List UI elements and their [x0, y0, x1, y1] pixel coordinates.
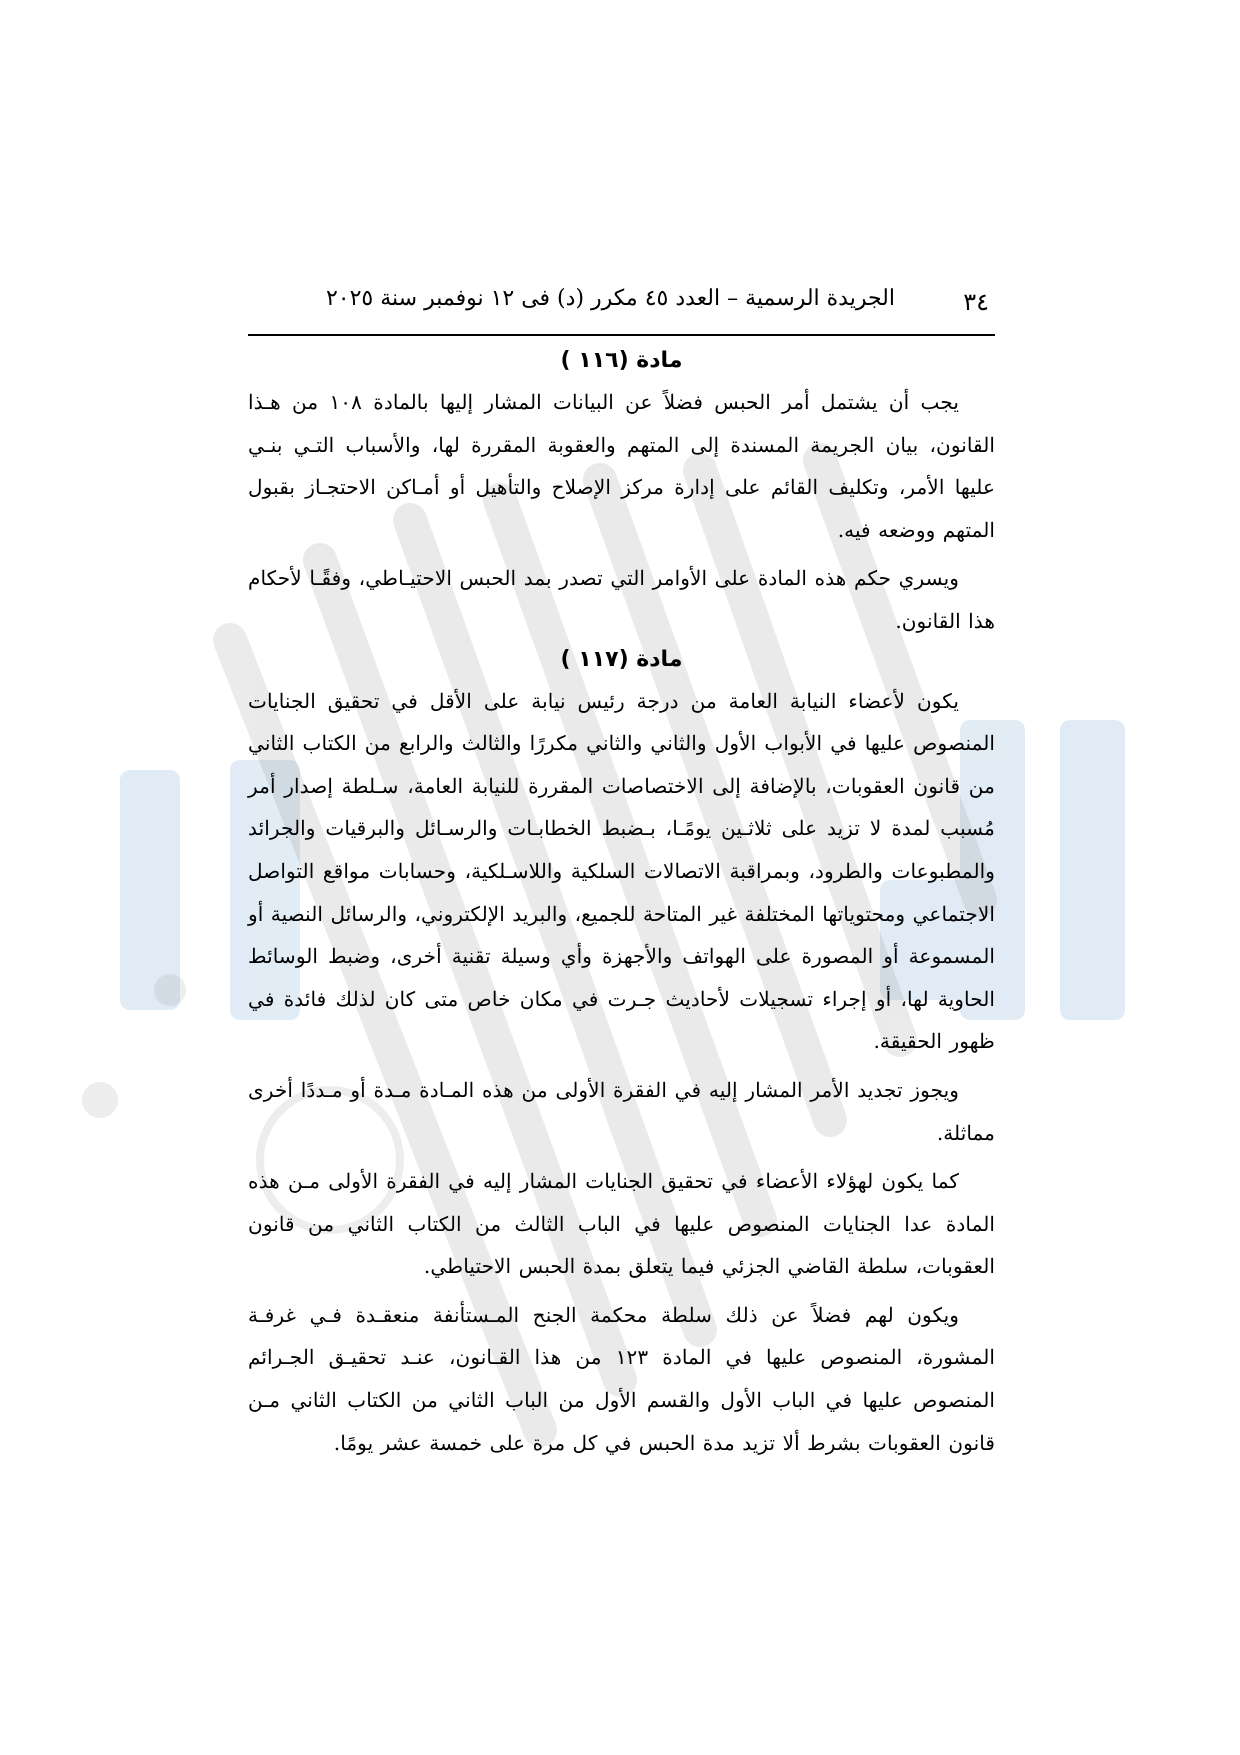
page-number: ٣٤	[963, 288, 989, 316]
gazette-header-title: الجريدة الرسمية – العدد ٤٥ مكرر (د) فى ١٢ نوفمبر سنة ٢٠٢٥	[325, 286, 895, 311]
article-title: مادة (١١٧ )	[560, 646, 683, 672]
article-paragraph: ويجوز تجديد الأمر المشار إليه في الفقرة الأولى من هذه المـادة مـدة أو مـددًا أخرى مماثلة.	[248, 1077, 995, 1145]
article-title: مادة (١١٦ )	[560, 348, 683, 373]
article-paragraph: يكون لأعضاء النيابة العامة من درجة رئيس نيابة على الأقل في تحقيق الجنايات المنصوص عليها في الأبواب الأول والثاني والثاني مكررًا والثالث والرابع من الكتاب الثاني من قانون العقوبات، بالإضافة إلى الاختصاصات المقررة للنيابة العامة، سـلطة إصدار أمر مُسبب لمدة لا تزيد على ثلاثـين يومًـا، بـضبط الخطابـات والرسـائل والبرقيات والجرائد والمطبوعات والطرود، وبمراقبة الاتصالات السلكية واللاسـلكية، وحسابات مواقع التواصل الاجتماعي ومحتوياتها المختلفة غير المتاحة للجميع، والبريد الإلكتروني، والرسائل النصية أو المسموعة أو المصورة على الهواتف والأجهزة وأي وسيلة تقنية أخرى، وضبط الوسائط الحاوية لها، أو إجراء تسجيلات لأحاديث جـرت في مكان خاص متى كان لذلك فائدة في ظهور الحقيقة.	[247, 688, 995, 1054]
document-page	[248, 282, 995, 1464]
article-paragraph: يجب أن يشتمل أمر الحبس فضلاً عن البيانات المشار إليها بالمادة ١٠٨ من هـذا القانون، بيان الجريمة المسندة إلى المتهم والعقوبة المقررة لها، والأسباب التـي بنـي عليها الأمر، وتكليف القائم على إدارة مركز الإصلاح والتأهيل أو أمـاكن الاحتجـاز بقبول المتهم ووضعه فيه.	[248, 390, 995, 542]
article-paragraph: ويكون لهم فضلاً عن ذلك سلطة محكمة الجنح المـستأنفة منعقـدة فـي غرفـة المشورة، المنصوص عليها في المادة ١٢٣ من هذا القـانون، عنـد تحقيـق الجـرائم المنصوص عليها في الباب الأول والقسم الأول من الباب الثاني من الكتاب الثاني مـن قانون العقوبات بشرط ألا تزيد مدة الحبس في كل مرة على خمسة عشر يومًا.	[248, 1302, 995, 1455]
article-117	[248, 647, 995, 1465]
article-paragraph: كما يكون لهؤلاء الأعضاء في تحقيق الجنايات المشار إليه في الفقرة الأولى مـن هذه المادة عدا الجنايات المنصوص عليها في الباب الثالث من الكتاب الثاني من قانون العقوبات، سلطة القاضي الجزئي فيما يتعلق بمدة الحبس الاحتياطي.	[248, 1169, 995, 1279]
page-header	[248, 282, 995, 326]
article-paragraph: ويسري حكم هذه المادة على الأوامر التي تصدر بمد الحبس الاحتيـاطي، وفقًـا لأحكام هذا القانون.	[248, 566, 995, 633]
header-divider	[248, 334, 995, 336]
article-116	[248, 348, 995, 643]
